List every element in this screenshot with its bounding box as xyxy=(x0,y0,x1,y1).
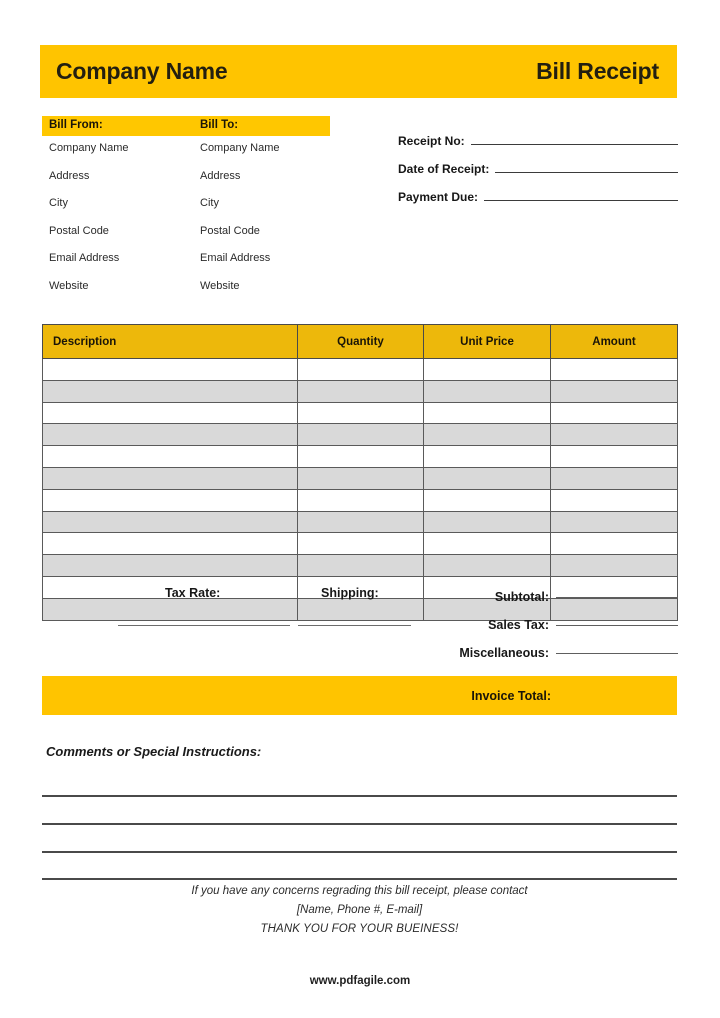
bill-to-website[interactable]: Website xyxy=(200,279,240,292)
bill-from-email[interactable]: Email Address xyxy=(49,252,120,264)
payment-due-row xyxy=(398,176,678,204)
footer-note xyxy=(42,882,677,939)
bill-from-title: Bill From: xyxy=(49,119,103,131)
table-row[interactable] xyxy=(43,359,678,381)
cell-amount[interactable] xyxy=(551,489,678,511)
cell-unit-price[interactable] xyxy=(424,511,551,533)
cell-unit-price[interactable] xyxy=(424,555,551,577)
column-header-quantity: Quantity xyxy=(298,325,424,359)
comment-line-2[interactable] xyxy=(42,823,677,825)
tax-rate-field[interactable] xyxy=(118,625,290,626)
bill-to-block xyxy=(200,118,350,300)
site-url[interactable]: www.pdfagile.com xyxy=(309,975,411,987)
footer-contact-placeholder: [Name, Phone #, E-mail] xyxy=(296,904,423,916)
cell-amount[interactable] xyxy=(551,446,678,468)
company-name-heading: Company Name xyxy=(56,58,228,84)
subtotal-field[interactable] xyxy=(556,596,678,598)
comment-line-1[interactable] xyxy=(42,795,677,797)
cell-quantity[interactable] xyxy=(298,467,424,489)
cell-description[interactable] xyxy=(43,467,298,489)
cell-amount[interactable] xyxy=(551,424,678,446)
cell-quantity[interactable] xyxy=(298,380,424,402)
comment-line-3[interactable] xyxy=(42,851,677,853)
cell-amount[interactable] xyxy=(551,359,678,381)
subtotal-label: Subtotal: xyxy=(494,590,549,604)
cell-amount[interactable] xyxy=(551,380,678,402)
cell-description[interactable] xyxy=(43,489,298,511)
cell-unit-price[interactable] xyxy=(424,467,551,489)
table-row[interactable] xyxy=(43,380,678,402)
cell-unit-price[interactable] xyxy=(424,533,551,555)
cell-description[interactable] xyxy=(43,511,298,533)
payment-due-label: Payment Due: xyxy=(398,190,479,204)
sales-tax-field[interactable] xyxy=(556,624,678,626)
table-row[interactable] xyxy=(43,402,678,424)
date-of-receipt-row xyxy=(398,148,678,176)
column-header-unit-price: Unit Price xyxy=(424,325,551,359)
bill-to-email[interactable]: Email Address xyxy=(200,252,271,264)
cell-description[interactable] xyxy=(43,402,298,424)
table-row[interactable] xyxy=(43,533,678,555)
bill-from-address[interactable]: Address xyxy=(49,169,90,182)
footer-contact-line: If you have any concerns regrading this bill receipt, please contact xyxy=(191,885,528,897)
footer-thank-you: THANK YOU FOR YOUR BUEINESS! xyxy=(260,923,459,935)
cell-amount[interactable] xyxy=(551,467,678,489)
cell-quantity[interactable] xyxy=(298,555,424,577)
receipt-no-field[interactable] xyxy=(471,143,678,145)
cell-description[interactable] xyxy=(43,359,298,381)
tax-rate-label: Tax Rate: xyxy=(165,586,221,600)
bill-to-postal-code[interactable]: Postal Code xyxy=(200,224,260,237)
sales-tax-row xyxy=(400,611,678,639)
cell-quantity[interactable] xyxy=(298,511,424,533)
bill-to-title: Bill To: xyxy=(200,119,239,131)
cell-description[interactable] xyxy=(43,598,298,620)
cell-quantity[interactable] xyxy=(298,402,424,424)
cell-quantity[interactable] xyxy=(298,533,424,555)
shipping-label: Shipping: xyxy=(321,586,379,600)
table-row[interactable] xyxy=(43,511,678,533)
document-type-heading: Bill Receipt xyxy=(536,58,659,84)
bill-from-website[interactable]: Website xyxy=(49,279,89,292)
cell-description[interactable] xyxy=(43,424,298,446)
bill-from-city[interactable]: City xyxy=(49,197,68,209)
receipt-no-label: Receipt No: xyxy=(398,134,465,148)
cell-quantity[interactable] xyxy=(298,359,424,381)
cell-quantity[interactable] xyxy=(298,446,424,468)
subtotal-row xyxy=(400,583,678,611)
line-items-body xyxy=(43,359,678,621)
date-of-receipt-label: Date of Receipt: xyxy=(398,162,490,176)
table-row[interactable] xyxy=(43,467,678,489)
table-row[interactable] xyxy=(43,446,678,468)
miscellaneous-row xyxy=(400,639,678,667)
cell-unit-price[interactable] xyxy=(424,380,551,402)
column-header-amount: Amount xyxy=(551,325,678,359)
document-header xyxy=(40,45,677,98)
shipping-field[interactable] xyxy=(298,625,411,626)
cell-description[interactable] xyxy=(43,380,298,402)
receipt-meta-block xyxy=(398,120,678,204)
cell-unit-price[interactable] xyxy=(424,424,551,446)
sales-tax-label: Sales Tax: xyxy=(488,618,549,632)
table-header-row xyxy=(43,325,678,359)
cell-quantity[interactable] xyxy=(298,424,424,446)
cell-amount[interactable] xyxy=(551,511,678,533)
cell-amount[interactable] xyxy=(551,555,678,577)
line-items-table xyxy=(42,324,678,621)
cell-unit-price[interactable] xyxy=(424,359,551,381)
cell-quantity[interactable] xyxy=(298,489,424,511)
bill-to-address[interactable]: Address xyxy=(200,169,241,182)
comment-line-4[interactable] xyxy=(42,878,677,880)
invoice-total-label: Invoice Total: xyxy=(471,688,551,703)
cell-unit-price[interactable] xyxy=(424,402,551,424)
payment-due-field[interactable] xyxy=(484,199,678,201)
cell-description[interactable] xyxy=(43,446,298,468)
bill-from-block xyxy=(49,118,199,300)
invoice-total-bar xyxy=(42,676,677,715)
cell-amount[interactable] xyxy=(551,402,678,424)
summary-totals-block xyxy=(400,583,678,667)
bill-from-postal-code[interactable]: Postal Code xyxy=(49,224,109,237)
column-header-description: Description xyxy=(43,325,298,359)
table-row[interactable] xyxy=(43,555,678,577)
cell-unit-price[interactable] xyxy=(424,446,551,468)
bill-to-company[interactable]: Company Name xyxy=(200,142,280,154)
bill-to-city[interactable]: City xyxy=(200,197,219,209)
bill-from-company[interactable]: Company Name xyxy=(49,142,129,154)
cell-description[interactable] xyxy=(43,555,298,577)
comments-title: Comments or Special Instructions: xyxy=(46,744,262,759)
cell-amount[interactable] xyxy=(551,533,678,555)
cell-unit-price[interactable] xyxy=(424,489,551,511)
table-row[interactable] xyxy=(43,489,678,511)
receipt-no-row xyxy=(398,120,678,148)
table-row[interactable] xyxy=(43,424,678,446)
cell-description[interactable] xyxy=(43,533,298,555)
miscellaneous-field[interactable] xyxy=(556,652,678,654)
miscellaneous-label: Miscellaneous: xyxy=(459,646,549,660)
date-of-receipt-field[interactable] xyxy=(495,171,678,173)
